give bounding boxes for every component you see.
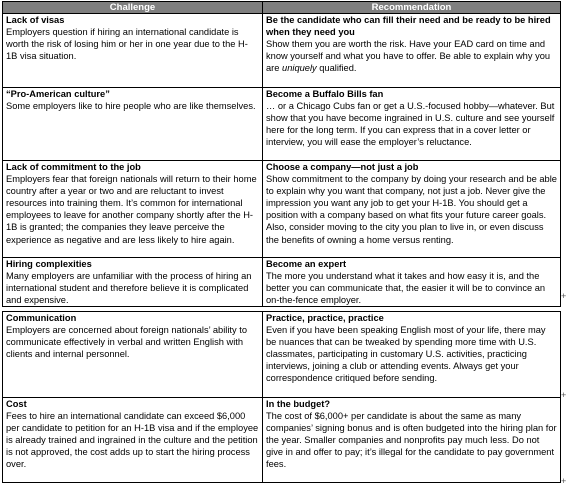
recommendation-title: Be the candidate who can fill their need and be ready to be hired when they need you — [266, 15, 551, 38]
challenge-title: Lack of visas — [6, 15, 65, 25]
row-end-marker: + — [561, 476, 566, 486]
challenge-cell — [3, 312, 263, 398]
challenge-body: Employers fear that foreign nationals will return to their home country after a year or two and are reluctant to invest resources into training them. It’s common for international employees to leave for another company shortly after the H-1B is granted; the companies they leave perceive the experience as negative and are less likely to hire again. — [6, 174, 257, 245]
recommendation-body: Show commitment to the company by doing your research and be able to explain why you want that company, not just a job. Never give the impression you want any job to get your H-1B. You should get a position with a company based on what fits your future career goals. Also, consider moving to the city you plan to live in, or even discuss the benefits of owning a home versus renting. — [266, 174, 557, 245]
challenge-title: Communication — [6, 313, 77, 323]
table-header-row — [3, 2, 561, 14]
recommendation-title: Practice, practice, practice — [266, 313, 384, 323]
challenge-title: Cost — [6, 399, 27, 409]
recommendation-cell — [263, 312, 561, 398]
recommendation-body: Even if you have been speaking English most of your life, there may be nuances that can be tweaked by spending more time with U.S. classmates, participating in customary U.S. activities, practicing interviews, joining a club or attending events. Always get your correspondence critiqued before sending. — [266, 325, 546, 384]
recommendation-cell — [263, 14, 561, 88]
challenge-body: Many employers are unfamiliar with the process of hiring an international student and therefore believe it is complicated and expensive. — [6, 271, 252, 306]
table-row — [3, 14, 561, 88]
recommendation-title: Choose a company—not just a job — [266, 162, 419, 172]
recommendation-cell — [263, 88, 561, 161]
table-row — [3, 161, 561, 258]
recommendation-body: … or a Chicago Cubs fan or get a U.S.-focused hobby—whatever. But show that you have become ingrained in U.S. culture and see yourself here for the long term. If you can express that in a cover letter or interview, you will ease the employer’s reluctance. — [266, 101, 555, 148]
table-row — [3, 258, 561, 307]
recommendation-body — [266, 38, 557, 74]
recommendation-body-text: Show them you are worth the risk. Have your EAD card on time and know yourself and what you have to offer. Be able to explain why you are — [266, 39, 551, 74]
recommendation-cell — [263, 258, 561, 307]
recommendation-body: The cost of $6,000+ per candidate is about the same as many companies’ signing bonus and is often budgeted into the hiring plan for the year. Smaller companies and nonprofits pay much less. Do not give in and offer to pay; it’s illegal for the candidate to pay government fees. — [266, 411, 557, 470]
challenge-cell — [3, 14, 263, 88]
challenge-table-bottom — [2, 311, 561, 483]
challenge-body: Employers question if hiring an international candidate is worth the risk of losing him or her in one year due to the H-1B visa situation. — [6, 27, 248, 62]
table-row — [3, 88, 561, 161]
table-row — [3, 398, 561, 483]
recommendation-title: Become an expert — [266, 259, 347, 269]
recommendation-body: The more you understand what it takes and how easy it is, and the better you can communicate that, the easier it will be to convince an on-the-fence employer. — [266, 271, 546, 306]
row-end-marker: + — [561, 291, 566, 301]
challenge-table-top — [2, 1, 561, 307]
recommendation-title: Become a Buffalo Bills fan — [266, 89, 384, 99]
challenge-body: Employers are concerned about foreign nationals’ ability to communicate effectively in verbal and written English with clients and internal personnel. — [6, 325, 247, 360]
challenge-cell — [3, 161, 263, 258]
challenge-title: Hiring complexities — [6, 259, 92, 269]
recommendation-title: In the budget? — [266, 399, 331, 409]
recommendation-body-text-end: qualified. — [316, 63, 357, 74]
challenge-cell — [3, 258, 263, 307]
challenge-title: “Pro-American culture” — [6, 89, 110, 99]
challenge-cell — [3, 88, 263, 161]
table-row — [3, 312, 561, 398]
challenge-cell — [3, 398, 263, 483]
recommendation-cell — [263, 398, 561, 483]
challenge-body: Fees to hire an international candidate can exceed $6,000 per candidate to petition for an H-1B visa and if the employee is already trained and ingrained in the culture and the petition is not approved, the cost adds up to start the hiring process over. — [6, 411, 259, 470]
challenge-body: Some employers like to hire people who are like themselves. — [6, 101, 256, 112]
row-end-marker: + — [561, 390, 566, 400]
recommendation-body-emphasis: uniquely — [282, 63, 317, 74]
challenge-title: Lack of commitment to the job — [6, 162, 141, 172]
recommendation-cell — [263, 161, 561, 258]
recommendation-column-header: Recommendation — [263, 2, 561, 14]
challenge-column-header: Challenge — [3, 2, 263, 14]
